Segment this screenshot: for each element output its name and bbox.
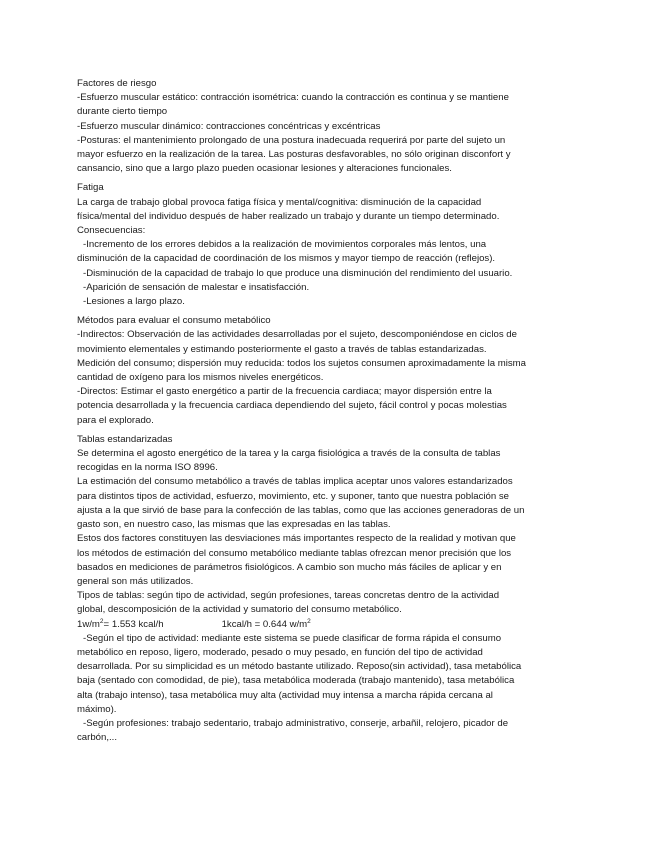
text-line: física/mental del individuo después de haber realizado un trabajo y durante un tiempo determinado. <box>77 210 500 222</box>
text-line: -Esfuerzo muscular estático: contracción isométrica: cuando la contracción es continua y se mantiene <box>77 92 509 104</box>
section-metodos <box>77 314 577 428</box>
text-line: carbón,... <box>77 732 117 744</box>
text-line: -Directos: Estimar el gasto energético a partir de la frecuencia cardiaca; mayor dispersión entre la <box>77 386 492 398</box>
text-line: máximo). <box>77 703 117 715</box>
conversion-left: $1w/m^2= 1.553$ kcal/h <box>77 617 164 630</box>
text-line: -Según el tipo de actividad: mediante este sistema se puede clasificar de forma rápida el consumo <box>83 632 502 644</box>
text-line: -Esfuerzo muscular dinámico: contracciones concéntricas y excéntricas <box>77 120 381 132</box>
text-line: La carga de trabajo global provoca fatiga física y mental/cognitiva: disminución de la capacidad <box>77 196 482 208</box>
section-heading: Métodos para evaluar el consumo metabólico <box>77 315 271 327</box>
text-line: general son más utilizados. <box>77 575 194 587</box>
text-line: para el explorado. <box>77 414 154 426</box>
text-line: -Lesiones a largo plazo. <box>83 296 185 308</box>
text-line: metabólico en reposo, ligero, moderado, pesado o muy pesado, en función del tipo de actividad <box>77 646 483 658</box>
text-line: potencia desarrollada y la frecuencia cardiaca dependiendo del sujeto, fácil control y pocas molestias <box>77 400 507 412</box>
text-line: mayor esfuerzo en la realización de la tarea. Las posturas desfavorables, no sólo originan disconfort y <box>77 149 511 161</box>
text-line: cantidad de oxígeno para los mismos niveles energéticos. <box>77 372 324 384</box>
text-line: recogidas en la norma ISO 8996. <box>77 462 218 474</box>
text-line: movimiento elementales y estimando posteriormente el gasto a través de tablas estandarizadas. <box>77 343 487 355</box>
text-line: gasto son, en nuestro caso, las mismas que las expresadas en las tablas. <box>77 519 391 531</box>
text-line: alta (trabajo intenso), tasa metabólica muy alta (actividad muy intensa a marcha rápida cercana al <box>77 689 493 701</box>
text-line: durante cierto tiempo <box>77 106 168 118</box>
unit-conversion-line <box>77 618 577 632</box>
text-line: Se determina el agosto energético de la tarea y la carga fisiológica a través de la consulta de tablas <box>77 448 501 460</box>
section-heading: Fatiga <box>77 182 104 194</box>
text-line: Tipos de tablas: según tipo de actividad, según profesiones, tareas concretas dentro de la actividad <box>77 590 500 602</box>
text-line: cansancio, sino que a largo plazo pueden ocasionar lesiones y alteraciones funcionales. <box>77 163 452 175</box>
section-fatiga <box>77 181 577 309</box>
conversion-right: 1kcal/h = 0.644 $w/m^2$ <box>221 617 311 630</box>
section-heading: Tablas estandarizadas <box>77 433 173 445</box>
text-line: disminución de la capacidad de coordinación de los mismos y mayor tiempo de reacción (reflejos). <box>77 253 496 265</box>
text-line: -Posturas: el mantenimiento prolongado de una postura inadecuada requerirá por parte del sujeto un <box>77 134 506 146</box>
text-line: -Disminución de la capacidad de trabajo lo que produce una disminución del rendimiento del usuario. <box>83 267 513 279</box>
section-heading: Factores de riesgo <box>77 78 157 89</box>
text-line: baja (sentado con comodidad, de pie), tasa metabólica moderada (trabajo mantenido), tasa metabólica <box>77 675 515 687</box>
text-line: ajusta a la que sirvió de base para la confección de las tablas, como que las acciones generadoras de un <box>77 504 525 516</box>
section-factores-de-riesgo <box>77 77 577 176</box>
text-line: los métodos de estimación del consumo metabólico mediante tablas ofrezcan menor precisión que los <box>77 547 512 559</box>
text-line: -Indirectos: Observación de las actividades desarrolladas por el sujeto, descomponiéndose en ciclos de <box>77 329 517 341</box>
text-line: Medición del consumo; dispersión muy reducida: todos los sujetos consumen aproximadamente la misma <box>77 357 526 369</box>
text-line: -Según profesiones: trabajo sedentario, trabajo administrativo, conserje, arbañil, relojero, picador de <box>83 717 509 729</box>
text-line: desarrollada. Por su simplicidad es un método bastante utilizado. Reposo(sin actividad), tasa metabólica <box>77 661 522 673</box>
text-line: para distintos tipos de actividad, esfuerzo, movimiento, etc. y suponer, tanto que nuestra población se <box>77 490 509 502</box>
text-line: Estos dos factores constituyen las desviaciones más importantes respecto de la realidad y motivan que <box>77 533 516 545</box>
section-tablas-estandarizadas <box>77 433 577 745</box>
document-page <box>77 77 577 745</box>
text-line: -Aparición de sensación de malestar e insatisfacción. <box>83 281 310 293</box>
text-line: Consecuencias: <box>77 225 146 237</box>
text-line: -Incremento de los errores debidos a la realización de movimientos corporales más lentos, una <box>83 239 487 251</box>
text-line: basados en mediciones de parámetros fisiológicos. A cambio son mucho más fáciles de aplicar y en <box>77 561 502 573</box>
text-line: La estimación del consumo metabólico a través de tablas implica aceptar unos valores estandarizados <box>77 476 513 488</box>
text-line: global, descomposición de la actividad y sumatorio del consumo metabólico. <box>77 604 402 616</box>
